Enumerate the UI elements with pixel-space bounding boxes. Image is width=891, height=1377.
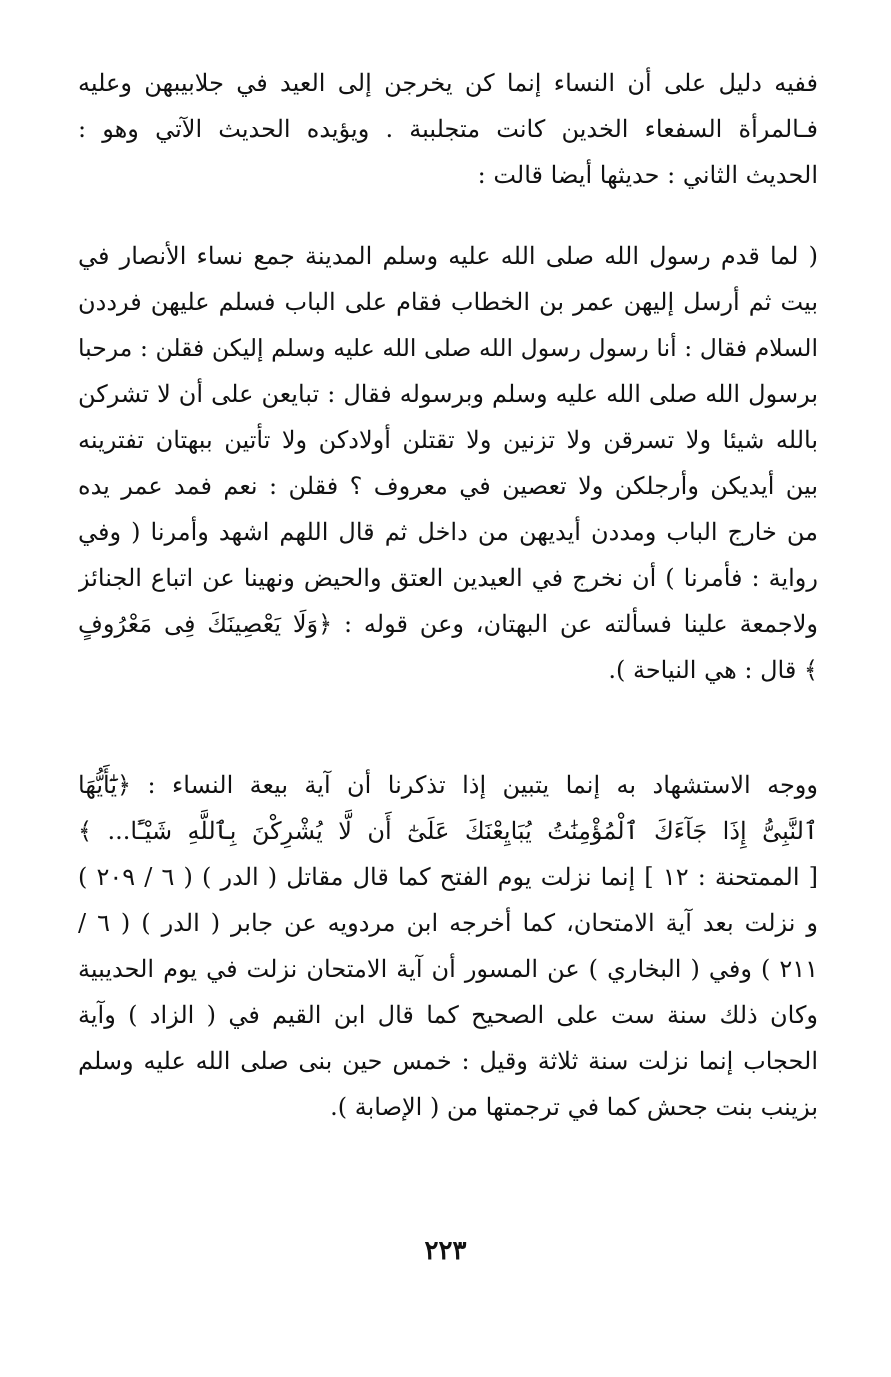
text-line: بين أيديكن وأرجلكن ولا تعصين في معروف ؟ فقلن : نعم فمد عمر يده: [78, 472, 818, 500]
text-line: ﴾ قال : هي النياحة ).: [608, 656, 818, 684]
text-line: من خارج الباب ومددن أيديهن من داخل ثم قال اللهم اشهد وأمرنا ( وفي: [78, 518, 818, 546]
text-line: ففيه دليل على أن النساء إنما كن يخرجن إلى العيد في جلابيبهن وعليه: [78, 69, 818, 97]
text-line: فـالمرأة السفعاء الخدين كانت متجلببة . ويؤيده الحديث الآتي وهو :: [78, 115, 818, 143]
text-line: بزينب بنت جحش كما في ترجمتها من ( الإصابة ).: [330, 1093, 818, 1121]
text-line: ٱلنَّبِىُّ إِذَا جَآءَكَ ٱلْمُؤْمِنَٰتُ يُبَايِعْنَكَ عَلَىٰٓ أَن لَّا يُشْرِكْنَ بِٱللَّهِ شَيْـًٔا... ﴾: [78, 817, 818, 845]
text-line: السلام فقال : أنا رسول رسول الله صلى الله عليه وسلم إليكن فقلن : مرحبا: [78, 334, 818, 362]
text-line: ووجه الاستشهاد به إنما يتبين إذا تذكرنا أن آية بيعة النساء : ﴿يَٰٓأَيُّهَا: [78, 771, 818, 799]
text-line: الحجاب إنما نزلت سنة ثلاثة وقيل : خمس حين بنى صلى الله عليه وسلم: [78, 1047, 818, 1075]
page-number: ٢٢٣: [424, 1236, 467, 1266]
text-line: ( لما قدم رسول الله صلى الله عليه وسلم المدينة جمع نساء الأنصار في: [78, 242, 818, 270]
text-line: بالله شيئا ولا تسرقن ولا تزنين ولا تقتلن أولادكن ولا تأتين ببهتان تفترينه: [78, 426, 818, 454]
text-line: الحديث الثاني : حديثها أيضا قالت :: [477, 161, 818, 189]
text-line: وكان ذلك سنة ست على الصحيح كما قال ابن القيم في ( الزاد ) وآية: [78, 1001, 818, 1029]
paragraph-hadith: [78, 233, 818, 693]
text-line: و نزلت بعد آية الامتحان، كما أخرجه ابن مردويه عن جابر ( الدر ) ( ٦ /: [78, 909, 818, 937]
text-line: بيت ثم أرسل إليهن عمر بن الخطاب فقام على الباب فسلم عليهن فرددن: [78, 288, 818, 316]
text-line: [ الممتحنة : ١٢ ] إنما نزلت يوم الفتح كما قال مقاتل ( الدر ) ( ٦ / ٢٠٩ ): [78, 863, 818, 891]
text-line: ٢١١ ) وفي ( البخاري ) عن المسور أن آية الامتحان نزلت في يوم الحديبية: [78, 955, 818, 983]
text-line: برسول الله صلى الله عليه وسلم وبرسوله فقال : تبايعن على أن لا تشركن: [78, 380, 818, 408]
paragraph-intro: [78, 60, 818, 198]
text-line: ولاجمعة علينا فسألته عن البهتان، وعن قوله : ﴿وَلَا يَعْصِينَكَ فِى مَعْرُوفٍ: [78, 610, 818, 638]
paragraph-commentary: [78, 762, 818, 1130]
text-line: رواية : فأمرنا ) أن نخرج في العيدين العتق والحيض ونهينا عن اتباع الجنائز: [78, 564, 818, 592]
